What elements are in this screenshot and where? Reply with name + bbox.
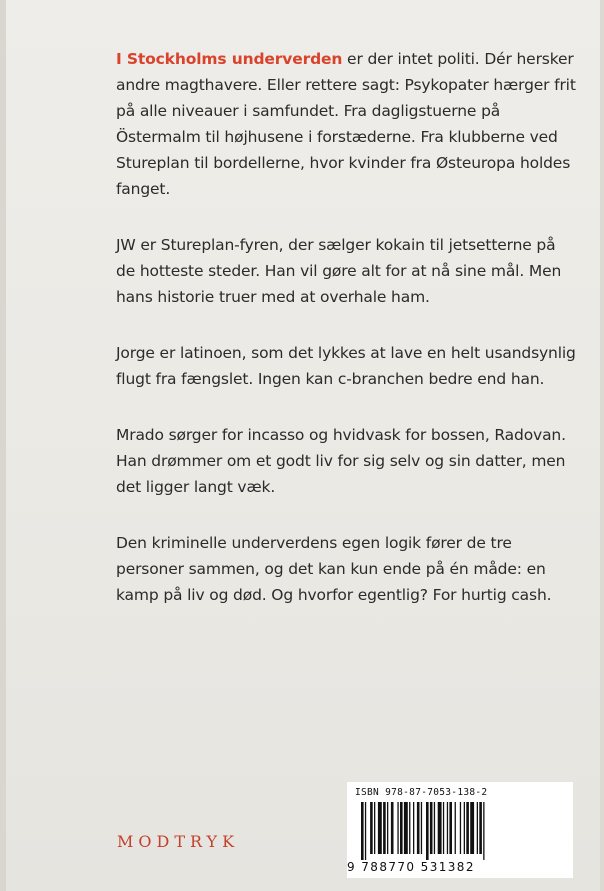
barcode-bar (466, 802, 469, 854)
barcode-bar (374, 802, 375, 854)
barcode-bar (430, 802, 433, 854)
barcode-bar (370, 802, 373, 854)
barcode-bar (447, 802, 448, 854)
barcode-bar (378, 802, 382, 854)
blurb-paragraph-3: Jorge er latinoen, som det lykkes at lave en helt usandsynlig flugt fra fængslet. Ingen kan c-branchen bedre end han. (116, 344, 576, 388)
barcode-bar (409, 802, 410, 854)
barcode-bar (397, 802, 398, 854)
barcode-bar (404, 802, 408, 854)
barcode-bar (460, 802, 461, 854)
blurb-paragraph-1-text: er der intet politi. Dér hersker andre magthavere. Eller rettere sagt: Psykopater hærger frit på alle niveauer i samfundet. Fra dagligstuerne på Östermalm til højhusene i forstæderne. Fra klubberne ved Stureplan til bordellerne, hvor kvinder fra Østeuropa holdes fanget. (116, 50, 576, 198)
isbn-label: ISBN 978-87-7053-138-2 (355, 787, 488, 798)
barcode-bar (443, 802, 444, 854)
publisher-logo: MODTRYK (117, 832, 240, 851)
barcode-bar (438, 802, 442, 854)
barcode-bar (455, 802, 456, 854)
barcode-bar (464, 802, 465, 854)
barcode-bar (426, 802, 429, 860)
barcode-bar (391, 802, 394, 854)
barcode-bar (479, 802, 482, 854)
isbn-barcode (347, 782, 573, 878)
barcode-bar (361, 802, 364, 860)
barcode-bar (413, 802, 414, 854)
barcode-bar (421, 802, 422, 854)
barcode-bar (470, 802, 474, 854)
barcode-bar (449, 802, 452, 854)
blurb-text (116, 46, 576, 638)
blurb-paragraph-2: JW er Stureplan-fyren, der sælger kokain til jetsetterne på de hotteste steder. Han vil gøre alt for at nå sine mål. Men hans historie truer med at overhale ham. (116, 236, 562, 306)
barcode-bar (365, 802, 366, 860)
barcode-bar (383, 802, 386, 854)
blurb-paragraph-5: Den kriminelle underverdens egen logik fører de tre personer sammen, og det kan kun ende på én måde: en kamp på liv og død. Og hvorfor egentlig? For hurtig cash. (116, 534, 552, 604)
barcode-bar (483, 802, 484, 860)
barcode-bar (477, 802, 478, 854)
blurb-paragraph-1 (116, 46, 576, 202)
barcode-bar (417, 802, 420, 854)
barcode-icon (355, 802, 565, 860)
barcode-bar (400, 802, 403, 854)
blurb-paragraph-4: Mrado sørger for incasso og hvidvask for bossen, Radovan. Han drømmer om et godt liv for sig selv og sin datter, men det ligger langt væk. (116, 426, 566, 496)
barcode-bar (387, 802, 388, 854)
blurb-lead-phrase: I Stockholms underverden (116, 50, 343, 68)
ean-digits: 9 788770 531382 (347, 860, 475, 874)
barcode-bar (434, 802, 435, 854)
